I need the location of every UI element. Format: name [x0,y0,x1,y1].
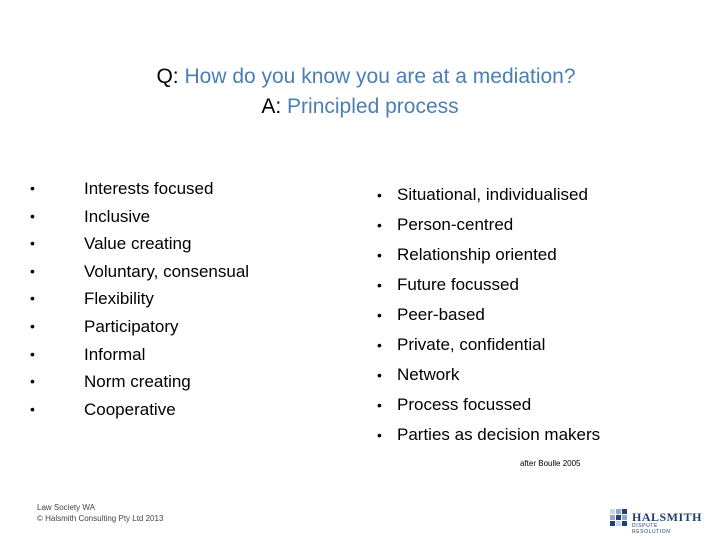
list-item-text: Flexibility [84,289,154,309]
list-item [377,300,600,330]
list-item [30,313,249,341]
list-item-text: Network [397,365,460,384]
bullet-icon: • [30,400,35,417]
logo-name: HALSMITH [632,510,703,524]
logo-tagline: DISPUTE RESOLUTION [632,523,671,535]
list-item-text: Voluntary, consensual [84,261,250,281]
list-item [377,210,600,240]
list-item [30,341,249,369]
footer-credits [37,502,163,524]
list-item [377,420,600,450]
answer-label: A: [261,95,282,118]
list-item [30,285,249,313]
footer-line-copyright: © Halsmith Consulting Pty Ltd 2013 [37,514,164,523]
list-item [377,360,600,390]
answer-text: Principled process [287,95,459,118]
list-item-text: Norm creating [84,372,191,392]
list-item [377,240,600,270]
list-item-text: Person-centred [397,215,514,234]
bullet-icon: • [377,427,382,443]
question-line [0,62,720,92]
list-item-text: Future focussed [397,275,519,294]
list-item-text: Value creating [84,234,192,254]
list-item-text: Private, confidential [397,335,546,354]
bullet-icon: • [30,317,35,334]
bullet-icon: • [377,307,382,323]
list-item [377,180,600,210]
list-item-text: Parties as decision makers [397,425,601,444]
list-item-text: Process focussed [397,395,532,414]
bullet-icon: • [30,373,35,390]
answer-line [0,92,720,122]
list-item-text: Participatory [84,316,179,336]
list-item-text: Relationship oriented [397,245,557,264]
list-item [30,258,249,286]
halsmith-logo [610,509,703,535]
list-item [30,203,249,231]
bullet-icon: • [30,262,35,279]
footer-line-organisation: Law Society WA [37,503,95,512]
right-bullet-list [377,180,600,450]
question-label: Q: [156,65,179,88]
bullet-icon: • [377,367,382,383]
list-item-text: Cooperative [84,399,176,419]
list-item [30,175,249,203]
list-item [30,368,249,396]
list-item [377,330,600,360]
bullet-icon: • [377,247,382,263]
bullet-icon: • [377,277,382,293]
left-bullet-list [30,175,249,423]
bullet-icon: • [377,187,382,203]
list-item [377,390,600,420]
bullet-icon: • [377,337,382,353]
list-item-text: Informal [84,344,146,364]
list-item-text: Interests focused [84,179,214,198]
question-text: How do you know you are at a mediation? [184,65,576,88]
list-item [30,230,249,258]
bullet-icon: • [377,217,382,233]
logo-grid-icon [610,509,630,529]
bullet-icon: • [30,290,35,307]
bullet-icon: • [30,235,35,252]
bullet-icon: • [377,397,382,413]
attribution: after Boulle 2005 [520,459,581,468]
slide-title [0,62,720,122]
list-item-text: Situational, individualised [397,185,588,204]
list-item-text: Inclusive [84,206,151,226]
bullet-icon: • [30,207,35,224]
list-item-text: Peer-based [397,305,485,324]
list-item [377,270,600,300]
list-item [30,396,249,424]
bullet-icon: • [30,180,35,196]
bullet-icon: • [30,345,35,362]
